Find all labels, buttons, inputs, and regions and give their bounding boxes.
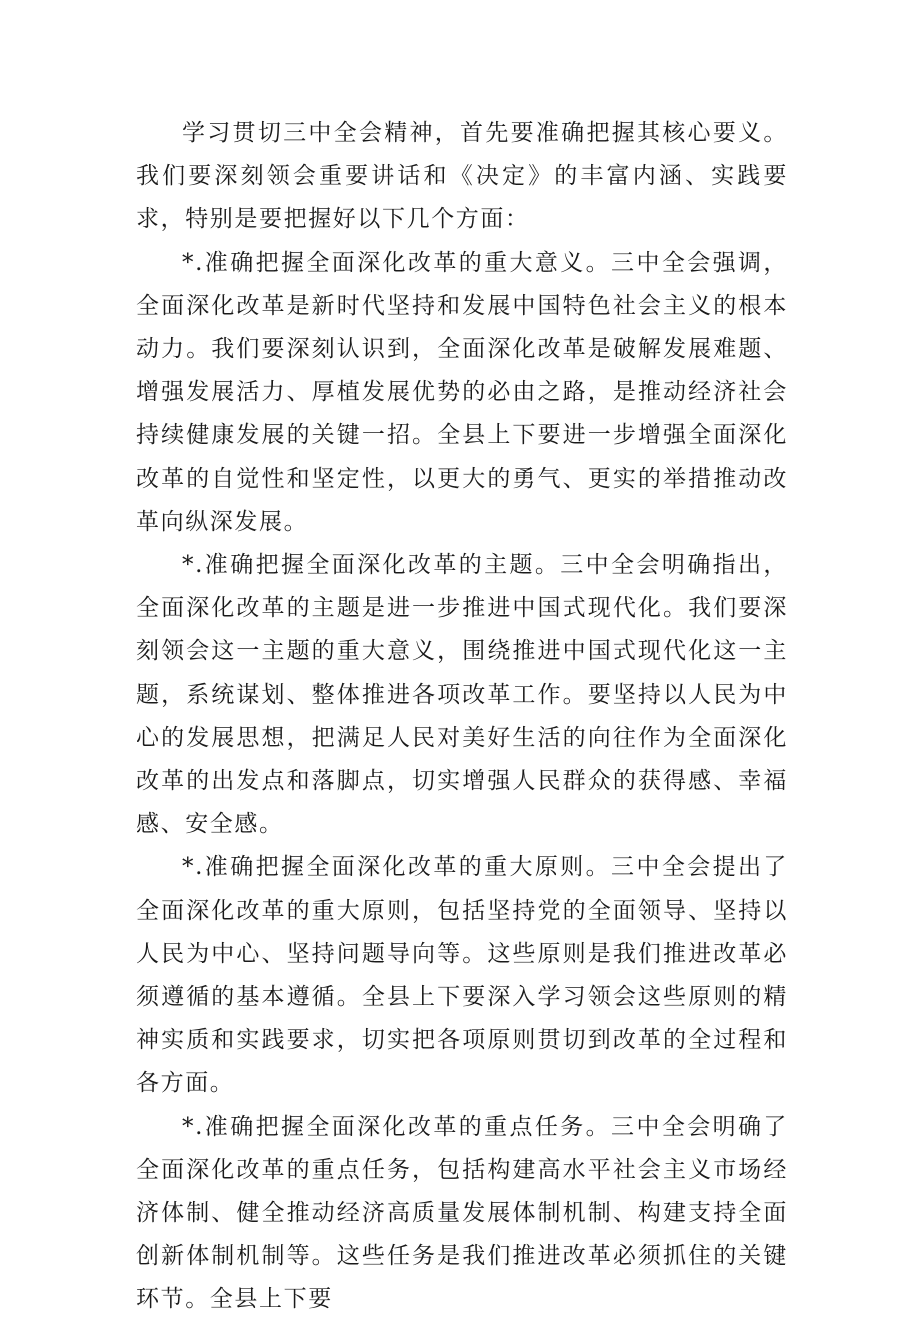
paragraph-key-tasks: *.准确把握全面深化改革的重点任务。三中全会明确了全面深化改革的重点任务，包括构建高水平社会主义市场经济体制、健全推动经济高质量发展体制机制、构建支持全面创新体制机制等。这些任务是我们推进改革必须抓住的关键环节。全县上下要: [136, 1113, 788, 1313]
paragraph-significance: *.准确把握全面深化改革的重大意义。三中全会强调，全面深化改革是新时代坚持和发展中国特色社会主义的根本动力。我们要深刻认识到，全面深化改革是破解发展难题、增强发展活力、厚植发展优势的必由之路，是推动经济社会持续健康发展的关键一招。全县上下要进一步增强全面深化改革的自觉性和坚定性，以更大的勇气、更实的举措推动改革向纵深发展。: [136, 249, 788, 535]
document-body: [136, 112, 788, 1322]
paragraph-theme: *.准确把握全面深化改革的主题。三中全会明确指出，全面深化改革的主题是进一步推进中国式现代化。我们要深刻领会这一主题的重大意义，围绕推进中国式现代化这一主题，系统谋划、整体推进各项改革工作。要坚持以人民为中心的发展思想，把满足人民对美好生活的向往作为全面深化改革的出发点和落脚点，切实增强人民群众的获得感、幸福感、安全感。: [136, 552, 788, 838]
paragraph-principles: *.准确把握全面深化改革的重大原则。三中全会提出了全面深化改革的重大原则，包括坚持党的全面领导、坚持以人民为中心、坚持问题导向等。这些原则是我们推进改革必须遵循的基本遵循。全县上下要深入学习领会这些原则的精神实质和实践要求，切实把各项原则贯切到改革的全过程和各方面。: [136, 854, 788, 1097]
paragraph-intro: 学习贯切三中全会精神，首先要准确把握其核心要义。我们要深刻领会重要讲话和《决定》的丰富内涵、实践要求，特别是要把握好以下几个方面：: [136, 120, 788, 233]
